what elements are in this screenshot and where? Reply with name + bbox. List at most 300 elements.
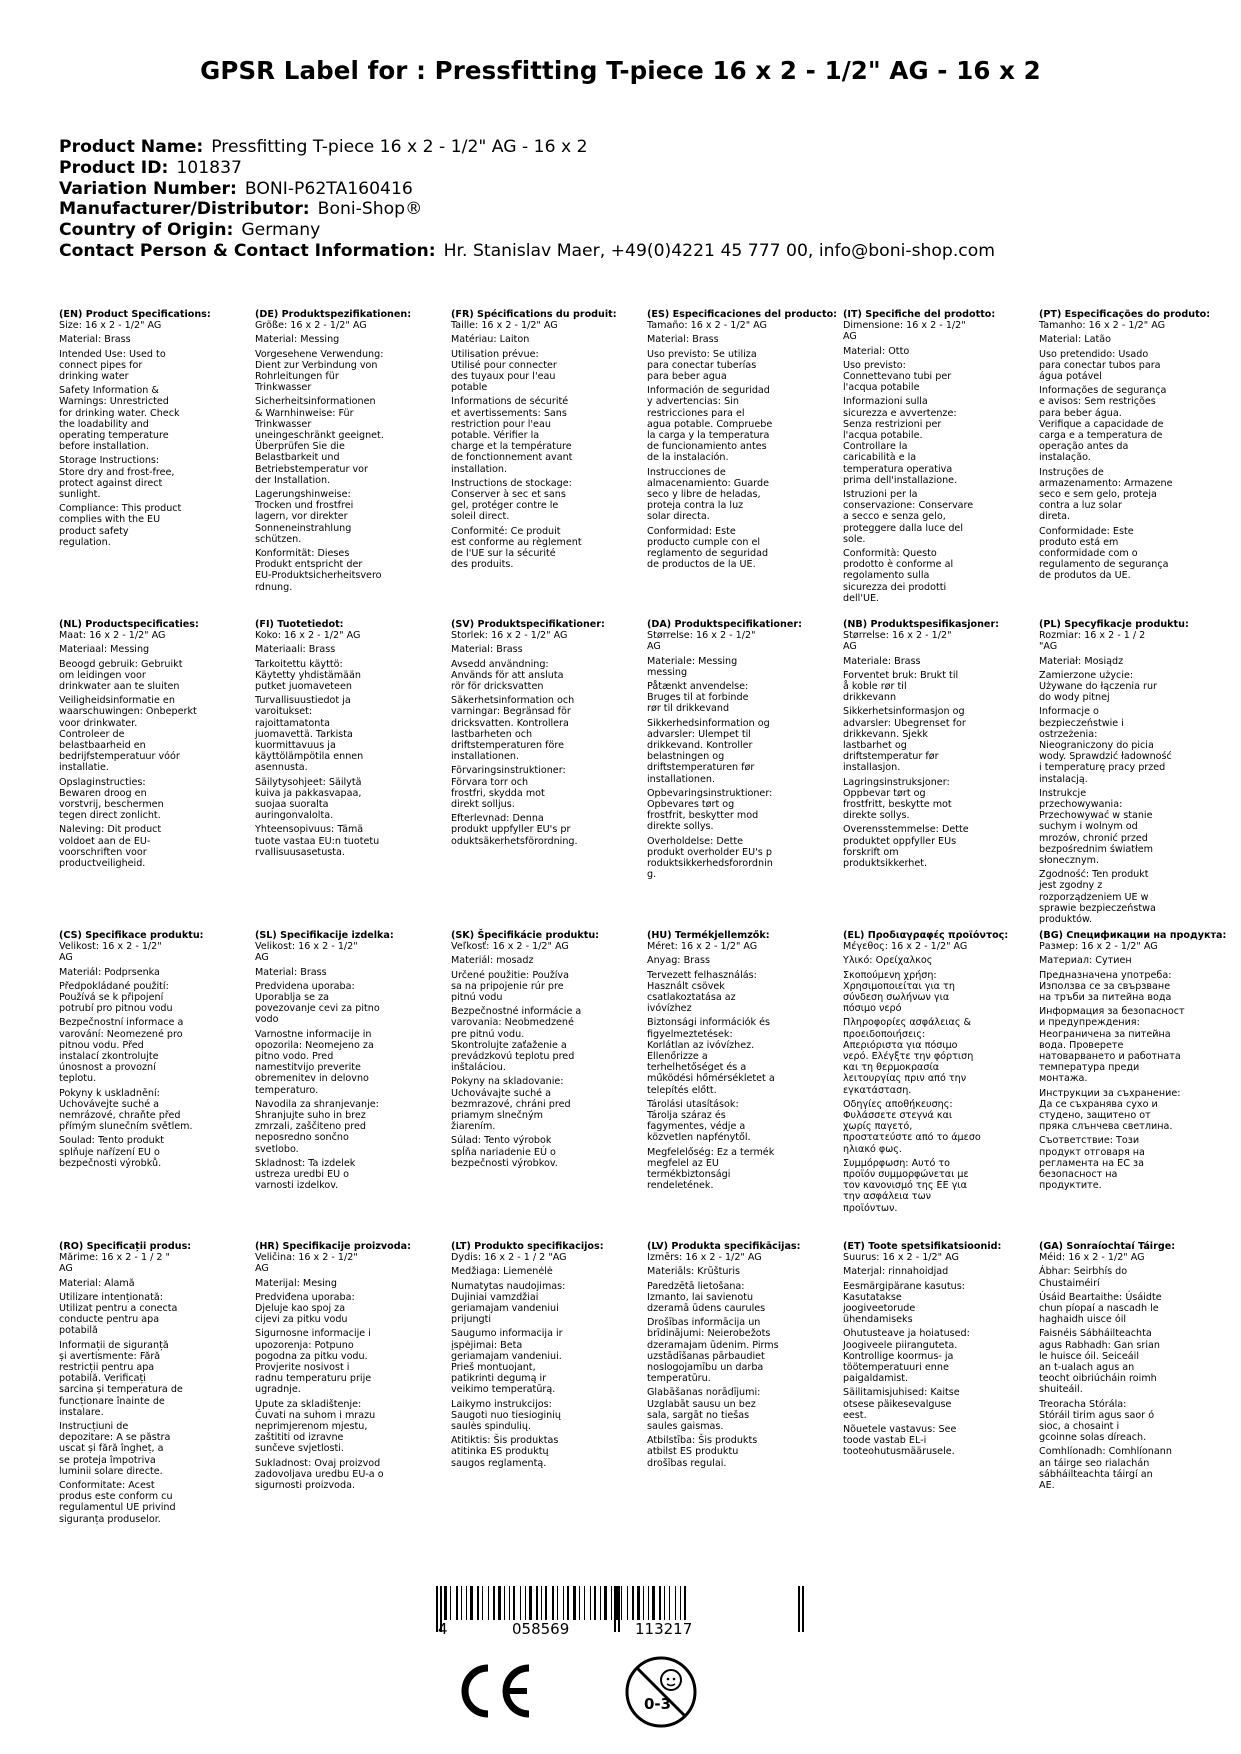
spec-line: voor drinkwater.	[59, 717, 138, 729]
spec-line: produs este conform cu	[59, 1491, 173, 1503]
barcode-bar	[536, 1586, 538, 1620]
spec-line: Σκοπούμενη χρήση:	[843, 969, 937, 981]
spec-line: rvallisuusasetusta.	[255, 846, 345, 858]
spec-line: Turvallisuustiedot ja	[255, 695, 351, 707]
spec-line: potable. Vérifier la	[451, 430, 540, 442]
spec-line: Material: Brass	[59, 334, 131, 346]
spec-line: ustreza uredbi EU o	[255, 1169, 350, 1181]
spec-line: soleil direct.	[451, 511, 510, 523]
spec-line: Неограничена за питейна	[1039, 1028, 1171, 1040]
spec-line: svetlobo.	[255, 1143, 299, 1155]
spec-line: Vorgesehene Verwendung:	[255, 348, 384, 360]
barcode-bar	[488, 1586, 489, 1620]
barcode-bar	[652, 1586, 655, 1620]
spec-block	[647, 930, 815, 1191]
spec-line: dell'UE.	[843, 592, 880, 604]
spec-line: operating temperature	[59, 430, 169, 442]
spec-line: lagern, vor direkter	[255, 511, 348, 523]
spec-line: schützen.	[255, 533, 302, 545]
spec-block	[647, 309, 838, 571]
spec-line: Numatytas naudojimas:	[451, 1280, 566, 1292]
spec-line: conformidade com o	[1039, 548, 1138, 560]
spec-line: installation.	[451, 463, 508, 475]
spec-block	[1039, 619, 1207, 925]
spec-line: Koko: 16 x 2 - 1/2" AG	[255, 630, 361, 642]
spec-line: Materiaal: Messing	[59, 644, 150, 656]
spec-line: Faisnéis Sábháilteachta	[1039, 1328, 1152, 1340]
spec-line: des tuyaux pour l'eau	[451, 371, 556, 383]
spec-line: Használt csövek	[647, 980, 725, 992]
spec-line: Trocken und frostfrei	[255, 500, 354, 512]
spec-line: пряка слънчева светлина.	[1039, 1121, 1173, 1133]
spec-line: įspėjimai: Beta	[451, 1339, 523, 1351]
spec-heading: (RO) Specificații produs:	[59, 1241, 192, 1252]
spec-line: Sigurnosne informacije i	[255, 1328, 371, 1340]
spec-line: depozitare: A se păstra	[59, 1432, 171, 1444]
spec-block	[1039, 309, 1211, 582]
spec-line: Kontrollige koormus- ja	[843, 1350, 954, 1362]
spec-line: tooteohutusmäärusele.	[843, 1446, 955, 1458]
spec-block	[451, 930, 619, 1169]
spec-line: uzstādīšanas pārbaudiet	[647, 1350, 765, 1362]
spec-line: Kasutatakse	[843, 1291, 902, 1303]
spec-line: Matériau: Laiton	[451, 334, 530, 346]
barcode-bar	[477, 1586, 479, 1620]
spec-line: ugradnje.	[255, 1384, 301, 1396]
spec-block	[59, 309, 227, 548]
spec-line: únosnost a provozní	[59, 1062, 156, 1074]
spec-line: saules gaismas.	[647, 1421, 724, 1433]
info-value: Hr. Stanislav Maer, +49(0)4221 45 777 00, info@boni-shop.com	[443, 240, 996, 261]
spec-line: Určené použitie: Používa	[451, 969, 569, 981]
spec-block	[255, 309, 423, 593]
spec-line: messing	[647, 666, 688, 678]
spec-line: bezpośrednim światłem	[1039, 843, 1153, 855]
barcode-bar	[461, 1586, 462, 1620]
spec-line: terhelhetőséget és a	[647, 1062, 747, 1074]
spec-line: Utilizat pentru a conecta	[59, 1303, 178, 1315]
spec-block	[647, 619, 815, 880]
barcode-bar	[456, 1586, 458, 1620]
spec-line: forskrift om	[843, 846, 899, 858]
spec-line: Material: Latão	[1039, 334, 1111, 346]
spec-line: Yhteensopivuus: Tämä	[255, 824, 364, 836]
spec-line: Размер: 16 x 2 - 1/2" AG	[1039, 941, 1158, 953]
spec-line: Uporablja se za	[255, 992, 330, 1004]
product-info	[59, 137, 995, 262]
spec-line: temperatura operativa	[843, 463, 953, 475]
spec-line: την ασφάλεια των	[843, 1191, 931, 1203]
spec-line: restricții pentru apa	[59, 1362, 155, 1374]
spec-line: splňuje nařízení EU o	[59, 1146, 160, 1158]
spec-line: Przechowywać w stanie	[1039, 810, 1153, 822]
spec-line: Senza restrizioni per	[843, 418, 942, 430]
barcode-bar	[470, 1586, 473, 1620]
barcode-bar	[482, 1586, 483, 1620]
spec-line: Atbilstība: Šis produkts	[647, 1435, 758, 1447]
spec-line: Størrelse: 16 x 2 - 1/2"	[647, 630, 756, 642]
spec-heading: (PL) Specyfikacje produktu:	[1039, 619, 1189, 630]
spec-line: potabilă. Verificați	[59, 1373, 146, 1385]
spec-line: Größe: 16 x 2 - 1/2" AG	[255, 320, 367, 332]
spec-line: atbilst ES produktu	[647, 1446, 739, 1458]
spec-line: priamym slnečným	[451, 1110, 544, 1122]
spec-line: Utilizare intenționată:	[59, 1291, 163, 1303]
spec-heading: (FR) Spécifications du produit:	[451, 309, 617, 320]
info-value: Boni-Shop®	[317, 199, 423, 220]
barcode-bar	[627, 1586, 628, 1620]
spec-line: direkte sollys.	[843, 810, 910, 822]
spec-line: Materiāls: Krūšturis	[647, 1266, 741, 1278]
spec-line: Velikost: 16 x 2 - 1/2"	[59, 941, 162, 953]
spec-line: funcționare înainte de	[59, 1395, 165, 1407]
spec-line: Súlad: Tento výrobok	[451, 1135, 552, 1147]
spec-line: Zamierzone użycie:	[1039, 669, 1134, 681]
spec-line: produkt uppfyller EU's pr	[451, 824, 571, 836]
spec-line: Conformidad: Este	[647, 525, 736, 537]
info-label: Country of Origin:	[59, 220, 234, 241]
spec-line: ostrzeżenia:	[1039, 728, 1098, 740]
spec-line: jest zgodny z	[1039, 880, 1103, 892]
barcode-bar	[573, 1586, 576, 1620]
barcode-guard-bar	[618, 1586, 620, 1632]
spec-block	[843, 930, 1011, 1214]
spec-line: Comhlíonadh: Comhlíonann	[1039, 1446, 1172, 1458]
barcode-bar	[567, 1586, 569, 1620]
spec-line: regulamento de segurança	[1039, 559, 1169, 571]
spec-heading: (DE) Produktspezifikationen:	[255, 309, 412, 320]
spec-line: Φυλάσσετε στεγνά και	[843, 1110, 953, 1122]
spec-line: Bruges til at forbinde	[647, 692, 749, 704]
spec-line: rør til drikkevand	[647, 703, 730, 715]
spec-line: Conformità: Questo	[843, 548, 937, 560]
spec-line: Tárolási utasítások:	[647, 1098, 739, 1110]
spec-line: eest.	[843, 1409, 867, 1421]
spec-line: voorschriften voor	[59, 846, 147, 858]
spec-line: Veličina: 16 x 2 - 1/2"	[255, 1252, 358, 1264]
spec-line: на тръби за питейна вода	[1039, 992, 1172, 1004]
spec-line: Drošības informācija un	[647, 1317, 761, 1329]
spec-line: Μέγεθος: 16 x 2 - 1/2" AG	[843, 941, 968, 953]
spec-line: almacenamiento: Guarde	[647, 477, 769, 489]
spec-line: Informazioni sulla	[843, 396, 928, 408]
spec-line: Overensstemmelse: Dette	[843, 824, 969, 836]
spec-block	[843, 619, 1011, 869]
spec-line: λειτουργίας πριν από την	[843, 1073, 967, 1085]
spec-line: sprawie bezpieczeństwa	[1039, 902, 1156, 914]
spec-line: água potável	[1039, 371, 1102, 383]
spec-line: Opslaginstructies:	[59, 776, 146, 788]
spec-line: Sonneneinstrahlung	[255, 522, 352, 534]
spec-line: πόσιμο νερό	[843, 1003, 902, 1015]
barcode-bar	[513, 1586, 515, 1620]
spec-line: Mărime: 16 x 2 - 1 / 2 "	[59, 1252, 170, 1264]
barcode-bar	[675, 1586, 676, 1620]
barcode-bar	[545, 1586, 547, 1620]
spec-line: sa na pripojenie rúr pre	[451, 980, 564, 992]
spec-line: Istruzioni per la	[843, 489, 918, 501]
spec-line: EU-Produktsicherheitsvero	[255, 570, 382, 582]
barcode-bar	[493, 1586, 495, 1620]
spec-line: натоварването и работната	[1039, 1051, 1181, 1063]
age-label: 0-3	[644, 1695, 672, 1713]
spec-line: Trinkwasser	[255, 382, 312, 394]
spec-line: produktów.	[1039, 914, 1093, 926]
barcode-bar	[600, 1586, 601, 1620]
spec-line: drošības regulai.	[647, 1457, 727, 1469]
spec-line: productveiligheid.	[59, 858, 146, 870]
spec-line: Tamanho: 16 x 2 - 1/2" AG	[1039, 320, 1166, 332]
spec-line: Betriebstemperatur vor	[255, 463, 368, 475]
spec-line: para beber agua	[647, 371, 727, 383]
barcode	[436, 1586, 808, 1632]
spec-line: nemrázové, chraňte před	[59, 1110, 181, 1122]
spec-line: gel, protéger contre le	[451, 500, 559, 512]
spec-line: zaštititi od izravne	[255, 1432, 344, 1444]
info-value: Pressfitting T-piece 16 x 2 - 1/2" AG - 16 x 2	[211, 137, 588, 157]
spec-line: figyelmeztetések:	[647, 1028, 733, 1040]
spec-line: Rozmiar: 16 x 2 - 1 / 2	[1039, 630, 1146, 642]
spec-line: rozporządzeniem UE w	[1039, 891, 1149, 903]
spec-block	[255, 619, 423, 858]
spec-line: Paredzētā lietošana:	[647, 1280, 745, 1292]
spec-line: Opbevaringsinstruktioner:	[647, 787, 773, 799]
spec-line: contra a luz solar	[1039, 500, 1122, 512]
spec-line: Prieš montuojant,	[451, 1362, 536, 1374]
spec-line: geriamajam vandeniui	[451, 1303, 559, 1315]
spec-heading: (NL) Productspecificaties:	[59, 619, 199, 630]
spec-line: installatie.	[59, 762, 109, 774]
info-row	[59, 241, 995, 262]
spec-line: installasjon.	[843, 762, 901, 774]
spec-line: Предназначена употреба:	[1039, 969, 1172, 981]
spec-line: regulation.	[59, 536, 111, 548]
spec-line: sunčeve svjetlosti.	[255, 1443, 344, 1455]
spec-line: lastbarhet og	[843, 740, 907, 752]
spec-line: Συμμόρφωση: Αυτό το	[843, 1157, 951, 1169]
spec-line: Material: Brass	[647, 334, 719, 346]
spec-line: advarsler: Ubegrenset for	[843, 717, 966, 729]
spec-line: Controleer de	[59, 728, 125, 740]
spec-line: sigurnosti proizvoda.	[255, 1480, 355, 1492]
spec-line: drikkevand. Kontroller	[647, 740, 753, 752]
spec-line: Skladnost: Ta izdelek	[255, 1157, 356, 1169]
spec-block	[1039, 1241, 1207, 1491]
spec-block	[1039, 930, 1227, 1192]
spec-line: instalací zkontrolujte	[59, 1051, 159, 1063]
spec-line: продуктите.	[1039, 1180, 1102, 1192]
spec-line: Storlek: 16 x 2 - 1/2" AG	[451, 630, 568, 642]
spec-line: le huisce óil. Seiceáil	[1039, 1350, 1140, 1362]
spec-line: chun píopaí a nascadh le	[1039, 1303, 1159, 1315]
spec-block	[59, 619, 227, 869]
spec-line: gcoinne solas díreach.	[1039, 1432, 1147, 1444]
spec-line: carga e a temperatura de	[1039, 430, 1163, 442]
spec-line: Używane do łączenia rur	[1039, 681, 1157, 693]
spec-line: Nõuetele vastavus: See	[843, 1424, 957, 1436]
spec-heading: (CS) Specifikace produktu:	[59, 930, 204, 941]
spec-line: Tárolja száraz és	[647, 1110, 726, 1122]
spec-line: Upute za skladištenje:	[255, 1398, 362, 1410]
spec-line: cijevi za pitku vodu	[255, 1314, 348, 1326]
spec-line: produktet oppfyller EUs	[843, 835, 957, 847]
spec-line: seco y libre de heladas,	[647, 489, 761, 501]
spec-line: Storage Instructions:	[59, 455, 160, 467]
spec-block	[843, 1241, 1011, 1458]
spec-line: και τη θερμοκρασία	[843, 1062, 940, 1074]
spec-line: der Installation.	[255, 474, 331, 486]
spec-line: продукт отговаря на	[1039, 1146, 1145, 1158]
spec-line: solar directa.	[647, 511, 710, 523]
spec-line: Überprüfen Sie die	[255, 441, 345, 453]
spec-line: Utilisé pour connecter	[451, 359, 557, 371]
spec-line: Dimensione: 16 x 2 - 1/2"	[843, 320, 966, 332]
spec-line: Dient zur Verbindung von	[255, 359, 378, 371]
spec-line: neposredno sončno	[255, 1132, 349, 1144]
spec-line: Store dry and frost-free,	[59, 466, 175, 478]
spec-block	[59, 1241, 227, 1525]
spec-line: bezpieczeństwie i	[1039, 717, 1124, 729]
spec-line: Sukladnost: Ovaj proizvod	[255, 1457, 381, 1469]
spec-line: Pokyny k uskladnění:	[59, 1087, 160, 1099]
spec-line: megfelel az EU	[647, 1157, 719, 1169]
spec-line: bezpečnosti výrobkov.	[451, 1157, 558, 1169]
spec-line: pitnú vodu	[451, 992, 503, 1004]
spec-line: Conformité: Ce produit	[451, 525, 561, 537]
spec-line: de la instalación.	[647, 452, 729, 464]
spec-line: patikrinti degumą ir	[451, 1373, 547, 1385]
spec-line: produktsikkerhet.	[843, 858, 928, 870]
spec-line: Съответствие: Този	[1039, 1135, 1140, 1147]
barcode-digits-left: 058569	[512, 1620, 570, 1638]
spec-line: conducte pentru apa	[59, 1314, 160, 1326]
spec-line: para conectar tuberías	[647, 359, 757, 371]
spec-line: Sikkerhedsinformation og	[647, 717, 770, 729]
spec-line: Material: Brass	[451, 644, 523, 656]
spec-block	[255, 930, 423, 1191]
spec-line: drinkwater aan te sluiten	[59, 681, 180, 693]
spec-line: Pokyny na skladovanie:	[451, 1076, 564, 1088]
spec-line: Instrukcje	[1039, 787, 1087, 799]
spec-line: Saugumo informacija ir	[451, 1328, 563, 1340]
spec-line: frostfritt, beskytte mot	[843, 799, 952, 811]
barcode-bar	[669, 1586, 670, 1620]
spec-line: reglamento de seguridad	[647, 548, 769, 560]
spec-line: Connettevano tubi per	[843, 371, 952, 383]
barcode-guard-bar	[802, 1586, 804, 1632]
spec-line: restricciones para el	[647, 407, 745, 419]
spec-line: auringonvalolta.	[255, 810, 334, 822]
spec-line: des produits.	[451, 559, 514, 571]
spec-line: potrubí pro pitnou vodu	[59, 1003, 173, 1015]
spec-line: et avertissements: Sans	[451, 407, 567, 419]
spec-line: žiarením.	[451, 1121, 496, 1133]
barcode-bar	[557, 1586, 558, 1620]
spec-line: przechowywania:	[1039, 799, 1123, 811]
spec-line: Naleving: Dit product	[59, 824, 162, 836]
spec-line: varoitukset:	[255, 706, 313, 718]
spec-line: a secco e senza gelo,	[843, 511, 946, 523]
spec-line: for drinking water. Check	[59, 407, 180, 419]
spec-line: Käytetty yhdistämään	[255, 669, 361, 681]
spec-line: Saugoti nuo tiesioginių	[451, 1409, 562, 1421]
spec-line: Veiligheidsinformatie en	[59, 695, 175, 707]
spec-line: Overholdelse: Dette	[647, 835, 744, 847]
spec-block	[451, 1241, 619, 1469]
info-value: BONI-P62TA160416	[244, 178, 413, 199]
spec-line: pre pitnú vodu.	[451, 1028, 525, 1040]
spec-line: sábháilteachta táirgí an	[1039, 1468, 1153, 1480]
age-warning-icon	[623, 1654, 699, 1730]
spec-line: Dujiniai vamzdžiai	[451, 1291, 539, 1303]
spec-line: toode vastab EL-i	[843, 1435, 927, 1447]
spec-line: e avisos: Sem restrições	[1039, 396, 1156, 408]
spec-line: Uso previsto: Se utiliza	[647, 348, 757, 360]
spec-line: driftstemperaturen før	[647, 762, 755, 774]
spec-line: Rohrleitungen für	[255, 371, 339, 383]
spec-line: kuiva ja pakkasvapaa,	[255, 787, 362, 799]
spec-line: para conectar tubos para	[1039, 359, 1161, 371]
spec-line: installationen.	[647, 773, 716, 785]
spec-line: proteggere dalla luce del	[843, 522, 963, 534]
spec-line: conservazione: Conservare	[843, 500, 974, 512]
spec-line: Belastbarkeit und	[255, 452, 340, 464]
spec-line: potabilă	[59, 1325, 98, 1337]
spec-line: Intended Use: Used to	[59, 348, 166, 360]
spec-line: słonecznym.	[1039, 855, 1100, 867]
spec-line: tegen direct zonlicht.	[59, 810, 161, 822]
spec-line: Oppbevar tørt og	[843, 787, 926, 799]
spec-line: sioc, a chosaint i	[1039, 1421, 1120, 1433]
spec-line: est conforme au règlement	[451, 536, 582, 548]
spec-line: студено, защитено от	[1039, 1110, 1151, 1122]
spec-line: "AG	[1039, 641, 1058, 653]
spec-line: opozorila: Neomejeno za	[255, 1039, 374, 1051]
spec-heading: (NB) Produktspesifikasjoner:	[843, 619, 1000, 630]
spec-line: asennusta.	[255, 762, 308, 774]
spec-line: prima dell'installazione.	[843, 474, 958, 486]
spec-line: Størrelse: 16 x 2 - 1/2"	[843, 630, 952, 642]
spec-line: Material: Otto	[843, 345, 910, 357]
spec-line: Compliance: This product	[59, 503, 182, 515]
spec-line: neprimjerenom mjestu,	[255, 1421, 368, 1433]
spec-line: Predvidena uporaba:	[255, 980, 355, 992]
spec-line: direkt solljus.	[451, 799, 515, 811]
spec-line: AE.	[1039, 1480, 1055, 1492]
spec-line: proteja contra la luz	[647, 500, 744, 512]
spec-line: spĺňa nariadenie EÚ o	[451, 1146, 556, 1158]
spec-line: Ohutusteave ja hoiatused:	[843, 1328, 970, 1340]
spec-line: juomavettä. Tarkista	[255, 728, 353, 740]
spec-line: sala, sargāt no tiešas	[647, 1409, 750, 1421]
spec-line: AG	[255, 1263, 269, 1275]
spec-line: Materiał: Mosiądz	[1039, 655, 1124, 667]
spec-line: de l'UE sur la sécurité	[451, 548, 556, 560]
spec-line: rdnung.	[255, 581, 293, 593]
barcode-bar	[466, 1586, 467, 1620]
spec-line: putket juomaveteen	[255, 681, 352, 693]
spec-line: potable	[451, 382, 488, 394]
barcode-bar	[659, 1586, 661, 1620]
spec-line: Instruções de	[1039, 466, 1104, 478]
spec-line: zadovoljava uredbu EU-a o	[255, 1468, 384, 1480]
spec-line: producto cumple con el	[647, 536, 761, 548]
spec-line: Χρησιμοποιείται για τη	[843, 980, 955, 992]
spec-line: varningar: Begränsad för	[451, 706, 571, 718]
spec-line: Uchovávajte suché a	[451, 1087, 552, 1099]
spec-line: Shranjujte suho in brez	[255, 1110, 366, 1122]
spec-line: ηλιακό φως.	[843, 1143, 902, 1155]
